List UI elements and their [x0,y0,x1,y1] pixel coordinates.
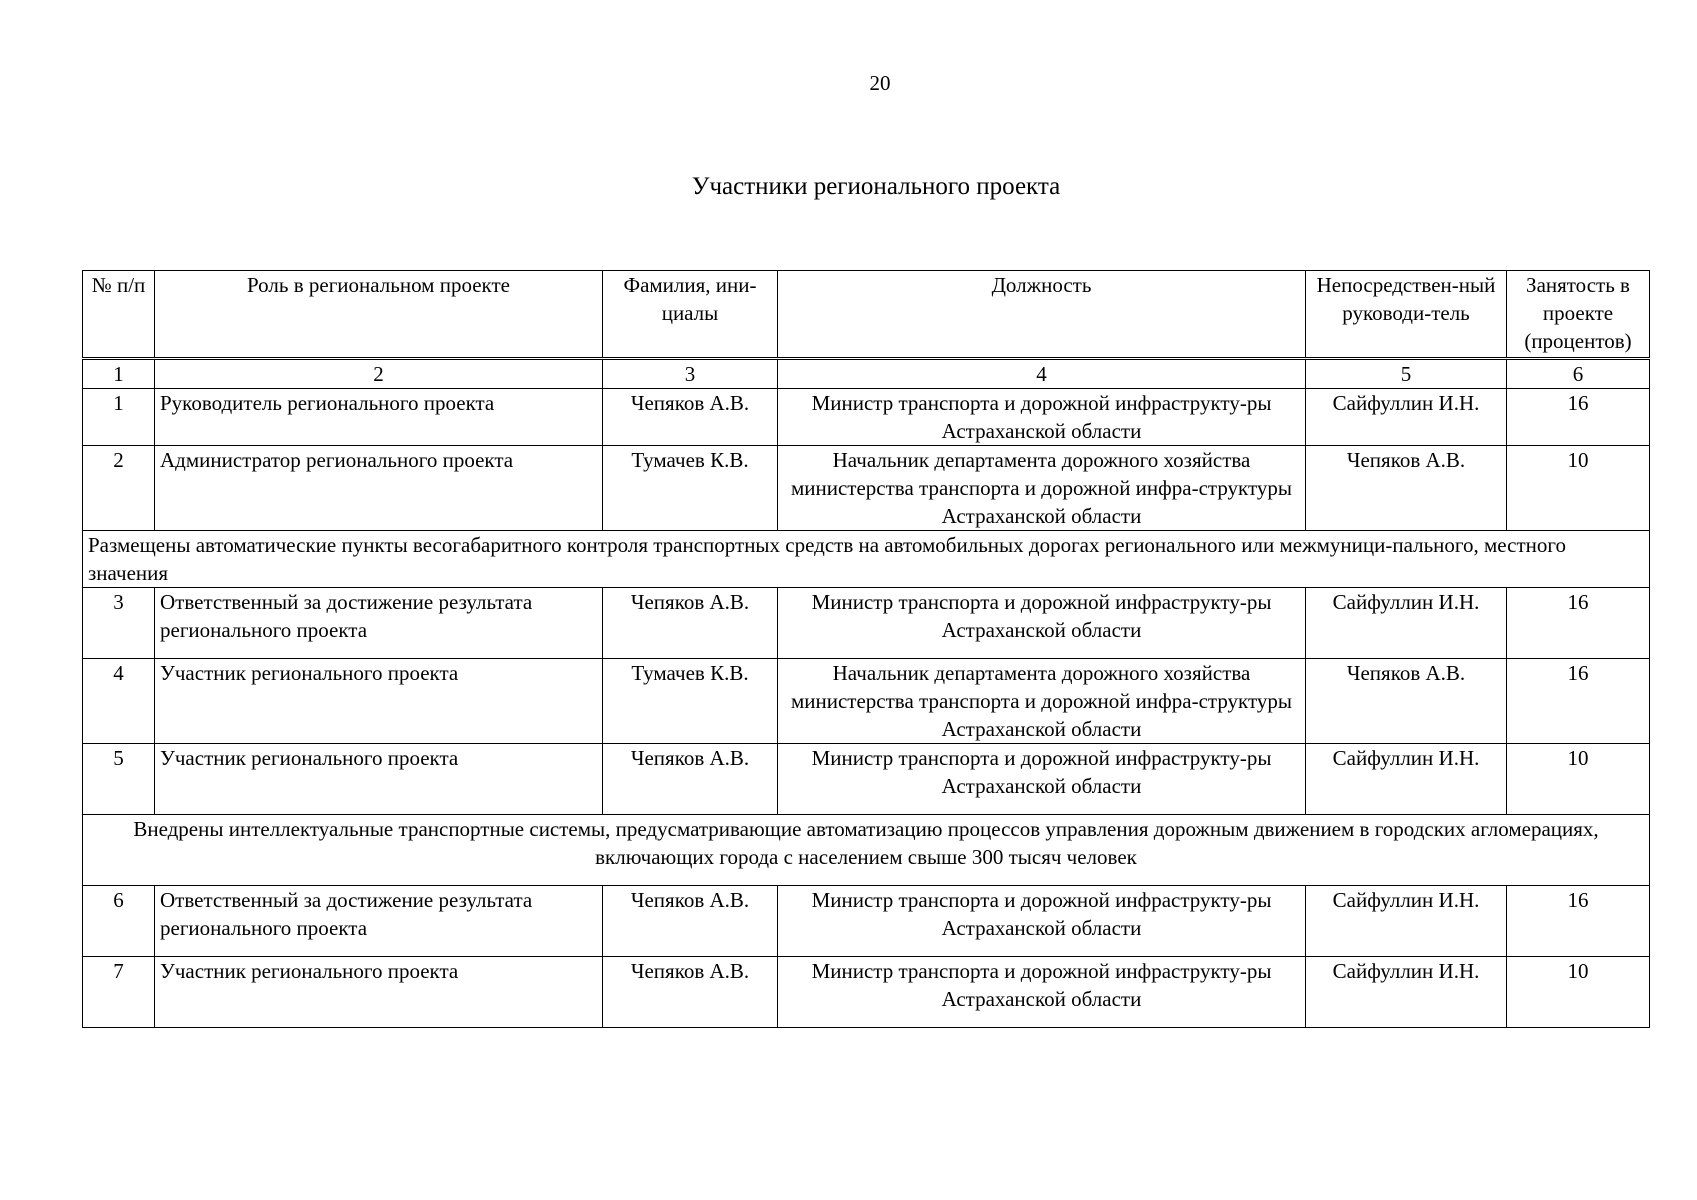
header-num: № п/п [83,271,155,359]
row-position: Министр транспорта и дорожной инфраструкту-ры Астраханской области [778,886,1306,957]
section-row [83,531,1650,588]
row-manager: Чепяков А.В. [1306,446,1507,531]
row-employment: 10 [1507,744,1650,815]
table-row [83,446,1650,531]
section-title: Размещены автоматические пункты весогабаритного контроля транспортных средств на автомобильных дорогах регионального или межмуници-пального, местного значения [83,531,1650,588]
row-employment: 10 [1507,957,1650,1028]
row-manager: Сайфуллин И.Н. [1306,389,1507,446]
section-row [83,815,1650,886]
table-row [83,588,1650,659]
column-number-row [83,359,1650,389]
row-employment: 16 [1507,886,1650,957]
table-row [83,389,1650,446]
table-row [83,886,1650,957]
row-manager: Сайфуллин И.Н. [1306,744,1507,815]
row-employment: 16 [1507,389,1650,446]
row-position: Министр транспорта и дорожной инфраструкту-ры Астраханской области [778,957,1306,1028]
row-employment: 10 [1507,446,1650,531]
row-name: Тумачев К.В. [603,446,778,531]
row-name: Чепяков А.В. [603,886,778,957]
row-role: Ответственный за достижение результата регионального проекта [155,886,603,957]
table-row [83,659,1650,744]
table-row [83,744,1650,815]
column-number: 3 [603,359,778,389]
section-title: Внедрены интеллектуальные транспортные системы, предусматривающие автоматизацию процессов управления дорожным движением в городских агломерациях, включающих города с населением свыше 300 тысяч человек [83,815,1650,886]
row-role: Участник регионального проекта [155,744,603,815]
row-position: Министр транспорта и дорожной инфраструкту-ры Астраханской области [778,588,1306,659]
row-position: Министр транспорта и дорожной инфраструкту-ры Астраханской области [778,744,1306,815]
row-role: Участник регионального проекта [155,659,603,744]
participants-table [82,270,1650,1028]
column-number: 2 [155,359,603,389]
row-manager: Чепяков А.В. [1306,659,1507,744]
row-manager: Сайфуллин И.Н. [1306,886,1507,957]
header-employment: Занятость в проекте (процентов) [1507,271,1650,359]
row-num: 7 [83,957,155,1028]
column-number: 1 [83,359,155,389]
header-name: Фамилия, ини-циалы [603,271,778,359]
row-role: Руководитель регионального проекта [155,389,603,446]
row-name: Тумачев К.В. [603,659,778,744]
row-manager: Сайфуллин И.Н. [1306,588,1507,659]
column-number: 5 [1306,359,1507,389]
header-position: Должность [778,271,1306,359]
row-manager: Сайфуллин И.Н. [1306,957,1507,1028]
row-employment: 16 [1507,588,1650,659]
row-num: 5 [83,744,155,815]
row-name: Чепяков А.В. [603,957,778,1028]
row-role: Ответственный за достижение результата регионального проекта [155,588,603,659]
row-role: Администратор регионального проекта [155,446,603,531]
row-num: 3 [83,588,155,659]
row-position: Министр транспорта и дорожной инфраструкту-ры Астраханской области [778,389,1306,446]
row-num: 2 [83,446,155,531]
row-role: Участник регионального проекта [155,957,603,1028]
row-name: Чепяков А.В. [603,389,778,446]
table-row [83,957,1650,1028]
row-employment: 16 [1507,659,1650,744]
column-number: 6 [1507,359,1650,389]
row-num: 6 [83,886,155,957]
page-number: 20 [869,71,891,95]
row-position: Начальник департамента дорожного хозяйства министерства транспорта и дорожной инфра-структуры Астраханской области [778,446,1306,531]
page-title: Участники регионального проекта [691,173,1061,200]
row-name: Чепяков А.В. [603,744,778,815]
row-num: 1 [83,389,155,446]
row-position: Начальник департамента дорожного хозяйства министерства транспорта и дорожной инфра-структуры Астраханской области [778,659,1306,744]
header-role: Роль в региональном проекте [155,271,603,359]
row-num: 4 [83,659,155,744]
table-header-row [83,271,1650,359]
header-manager: Непосредствен-ный руководи-тель [1306,271,1507,359]
column-number: 4 [778,359,1306,389]
row-name: Чепяков А.В. [603,588,778,659]
